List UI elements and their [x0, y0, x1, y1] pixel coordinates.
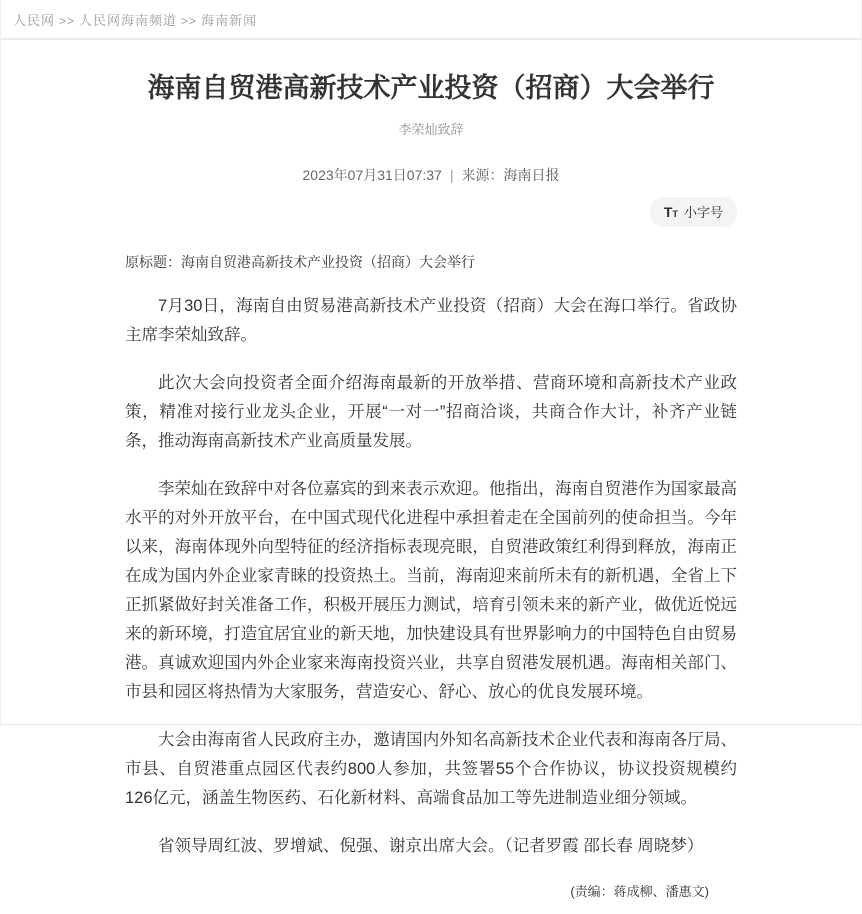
paragraph: 省领导周红波、罗增斌、倪强、谢京出席大会。（记者罗霞 邵长春 周晓梦）: [158, 837, 704, 855]
paragraph: 7月30日，海南自由贸易港高新技术产业投资（招商）大会在海口举行。省政协主席李荣灿致辞。: [125, 297, 737, 344]
breadcrumb-link-hainan-channel[interactable]: 人民网海南频道: [79, 13, 178, 28]
publish-date: 2023年07月31日07:37: [302, 167, 442, 183]
breadcrumb-separator: >>: [59, 14, 76, 28]
paragraph: 大会由海南省人民政府主办，邀请国内外知名高新技术企业代表和海南各厅局、市县、自贸港重点园区代表约800人参加，共签署55个合作协议，协议投资规模约126亿元，涵盖生物医药、石化新材料、高端食品加工等先进制造业细分领域。: [125, 731, 737, 807]
breadcrumb-current-hainan-news: 海南新闻: [201, 13, 258, 28]
breadcrumb-separator: >>: [181, 14, 198, 28]
text-size-icon: [664, 205, 678, 219]
meta-separator: |: [449, 167, 454, 183]
source-link[interactable]: 海南日报: [503, 167, 560, 183]
article-title: 海南自贸港高新技术产业投资（招商）大会举行: [147, 73, 715, 103]
paragraph: 李荣灿在致辞中对各位嘉宾的到来表示欢迎。他指出，海南自贸港作为国家最高水平的对外开放平台，在中国式现代化进程中承担着走在全国前列的使命担当。今年以来，海南体现外向型特征的经济指标表现亮眼，自贸港政策红利得到释放，海南正在成为国内外企业家青睐的投资热土。当前，海南迎来前所未有的新机遇，全省上下正抓紧做好封关准备工作，积极开展压力测试，培育引领未来的新产业，做优近悦远来的新环境，打造宜居宜业的新天地，加快建设具有世界影响力的中国特色自由贸易港。真诚欢迎国内外企业家来海南投资兴业，共享自贸港发展机遇。海南相关部门、市县和园区将热情为大家服务，营造安心、舒心、放心的优良发展环境。: [125, 480, 737, 701]
original-title-label: 原标题：: [125, 254, 181, 270]
original-title-text: 海南自贸港高新技术产业投资（招商）大会举行: [181, 254, 475, 270]
font-size-button[interactable]: [650, 197, 737, 227]
article-subtitle: 李荣灿致辞: [398, 122, 464, 137]
font-size-button-label: 小字号: [683, 205, 723, 220]
article-toolbar: [125, 197, 737, 227]
paragraph: 此次大会向投资者全面介绍海南最新的开放举措、营商环境和高新技术产业政策，精准对接行业龙头企业，开展“一对一”招商洽谈，共商合作大计，补齐产业链条，推动海南高新技术产业高质量发展。: [125, 374, 737, 450]
source-label: 来源：: [461, 167, 504, 183]
article-body: [125, 292, 737, 861]
editors-note: (责编：蒋成柳、潘惠文): [570, 884, 709, 899]
text-size-icon-large-t: T: [663, 204, 673, 220]
original-title-line: [125, 251, 737, 273]
text-size-icon-small-t: T: [672, 209, 678, 219]
breadcrumb-link-peoples-daily[interactable]: 人民网: [13, 13, 56, 28]
article-container: [125, 70, 737, 914]
article-meta: [125, 165, 737, 185]
breadcrumb: [1, 0, 861, 40]
